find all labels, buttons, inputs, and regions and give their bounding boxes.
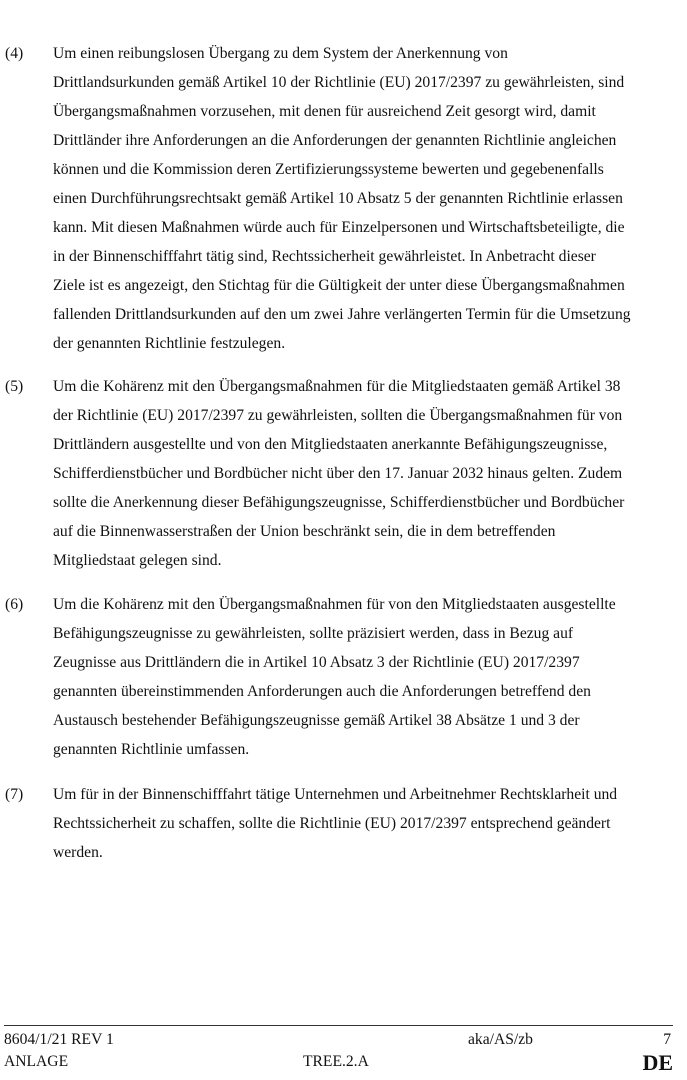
text-line: in der Binnenschifffahrt tätig sind, Rechtssicherheit gewährleistet. In Anbetracht dieser [53, 248, 596, 265]
footer-language-code: DE [642, 1050, 673, 1075]
text-line: Um die Kohärenz mit den Übergangsmaßnahmen für die Mitgliedstaaten gemäß Artikel 38 [53, 378, 621, 395]
footer-annex-label: ANLAGE [4, 1053, 69, 1070]
footer-doc-reference: 8604/1/21 REV 1 [4, 1031, 114, 1048]
recital-number: (5) [5, 378, 24, 395]
recital-number: (4) [5, 45, 24, 62]
text-line: Zeugnisse aus Drittländern die in Artikel 10 Absatz 3 der Richtlinie (EU) 2017/2397 [53, 654, 580, 671]
text-line: Um für in der Binnenschifffahrt tätige Unternehmen und Arbeitnehmer Rechtsklarheit und [53, 786, 618, 803]
footer-initials: aka/AS/zb [468, 1031, 533, 1048]
text-line: Ziele ist es angezeigt, den Stichtag für die Gültigkeit der unter diese Übergangsmaßnahmen [53, 277, 625, 294]
recital-text [53, 780, 679, 867]
text-line: Drittlandsurkunden gemäß Artikel 10 der Richtlinie (EU) 2017/2397 zu gewährleisten, sind [53, 74, 625, 91]
text-line: fallenden Drittlandsurkunden auf den um zwei Jahre verlängerten Termin für die Umsetzung [53, 306, 631, 323]
text-line: können und die Kommission deren Zertifizierungssysteme bewerten und gegebenenfalls [53, 161, 604, 178]
text-line: der genannten Richtlinie festzulegen. [53, 335, 286, 352]
text-line: Um die Kohärenz mit den Übergangsmaßnahmen für von den Mitgliedstaaten ausgestellte [53, 596, 616, 613]
text-line: Um einen reibungslosen Übergang zu dem System der Anerkennung von [53, 45, 508, 62]
text-line: der Richtlinie (EU) 2017/2397 zu gewährleisten, sollten die Übergangsmaßnahmen für von [53, 407, 623, 424]
text-line: Drittländern ausgestellte und von den Mitgliedstaaten anerkannte Befähigungszeugnisse, [53, 436, 608, 453]
text-line: Mitgliedstaat gelegen sind. [53, 552, 222, 569]
recital-text [53, 372, 679, 575]
text-line: Rechtssicherheit zu schaffen, sollte die Richtlinie (EU) 2017/2397 entsprechend geändert [53, 815, 611, 832]
text-line: genannten Richtlinie umfassen. [53, 741, 250, 758]
text-line: Übergangsmaßnahmen vorzusehen, mit denen für ausreichend Zeit gesorgt wird, damit [53, 103, 596, 120]
text-line: Austausch bestehender Befähigungszeugnisse gemäß Artikel 38 Absätze 1 und 3 der [53, 712, 580, 729]
text-line: sollte die Anerkennung dieser Befähigungszeugnisse, Schifferdienstbücher und Bordbücher [53, 494, 625, 511]
text-line: kann. Mit diesen Maßnahmen würde auch für Einzelpersonen und Wirtschaftsbeteiligte, die [53, 219, 625, 236]
recital-number: (7) [5, 786, 24, 803]
recital-text [53, 590, 679, 764]
text-line: genannten übereinstimmenden Anforderungen auch die Anforderungen betreffend den [53, 683, 591, 700]
text-line: Schifferdienstbücher und Bordbücher nicht über den 17. Januar 2032 hinaus gelten. Zudem [53, 465, 623, 482]
text-line: Befähigungszeugnisse zu gewährleisten, sollte präzisiert werden, dass in Bezug auf [53, 625, 574, 642]
recital-number: (6) [5, 596, 24, 613]
text-line: auf die Binnenwasserstraßen der Union beschränkt sein, die in dem betreffenden [53, 523, 556, 540]
recital-text [53, 39, 679, 358]
footer-page-number: 7 [663, 1031, 671, 1048]
footer-department: TREE.2.A [303, 1053, 369, 1070]
text-line: Drittländer ihre Anforderungen an die Anforderungen der genannten Richtlinie angleichen [53, 132, 617, 149]
footer-divider [4, 1025, 673, 1026]
text-line: einen Durchführungsrechtsakt gemäß Artikel 10 Absatz 5 der genannten Richtlinie erlassen [53, 190, 623, 207]
text-line: werden. [53, 844, 103, 861]
